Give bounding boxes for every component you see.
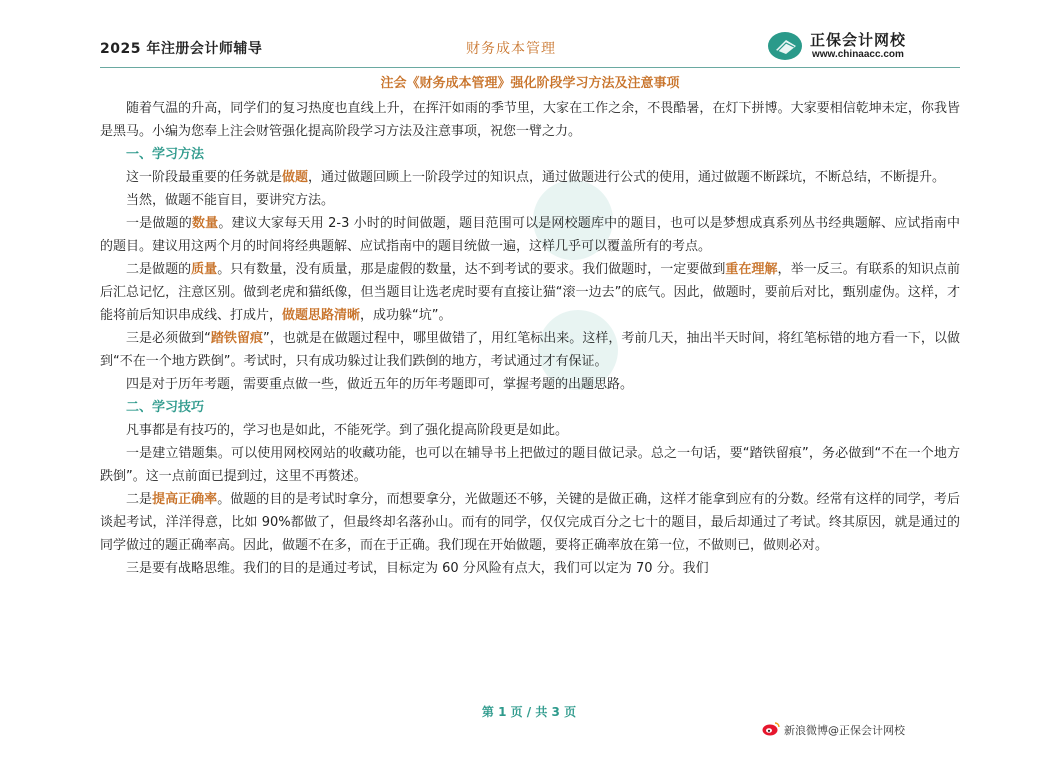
text-run: 。做题的目的是考试时拿分，而想要拿分，光做题还不够，关键的是做正确，这样才能拿到应有的分数。经常有这样的同学，考后谈起考试，洋洋得意，比如 90%都做了，但最终却名落孙山。而有的同学，仅仅完成百分之七十的题目，最后却通过了考试。终其原因，就是通过的同学做过的题正确率高。因此，做题不在多，而在于正确。我们现在开始做题，要将正确率放在第一位，不做则已，做则必对。 [100,492,960,553]
highlight: 数量 [191,216,219,231]
page-header [100,28,960,66]
logo-book-icon [768,32,802,60]
paragraph [100,258,960,327]
weibo-credit [762,720,962,738]
text-run: 二是 [126,492,153,507]
intro-paragraph: 随着气温的升高，同学们的复习热度也直线上升，在挥汗如雨的季节里，大家在工作之余，不畏酷暑，在灯下拼博。大家要相信乾坤未定，你我皆是黑马。小编为您奉上注会财管强化提高阶段学习方法及注意事项，祝您一臂之力。 [100,101,960,139]
logo-url: www.chinaacc.com [812,49,904,60]
paragraph [100,327,960,373]
page-indicator: 第 1 页 / 共 3 页 [481,705,577,719]
header-subject: 财务成本管理 [466,41,556,57]
text-run: ，通过做题回顾上一阶段学过的知识点，通过做题进行公式的使用，通过做题不断踩坑，不断总结，不断提升。 [308,170,946,185]
text-run: 这一阶段最重要的任务就是 [126,170,283,185]
highlight: 做题思路清晰 [282,308,361,323]
paragraph: 凡事都是有技巧的，学习也是如此，不能死学。到了强化提高阶段更是如此。 [126,423,569,438]
logo-name: 正保会计网校 [810,31,907,49]
text-run: 。只有数量，没有质量，那是虚假的数量，达不到考试的要求。我们做题时，一定要做到 [217,262,726,277]
paragraph: 四是对于历年考题，需要重点做一些，做近五年的历年考题即可，掌握考题的出题思路。 [126,377,634,392]
text-run: 。建议大家每天用 2-3 小时的时间做题，题目范围可以是网校题库中的题目，也可以是梦想成真系列丛书经典题解、应试指南中的题目。建议用这两个月的时间将经典题解、应试指南中的题目统做一遍，这样几乎可以覆盖所有的考点。 [100,216,960,254]
text-run: ”，也就是在做题过程中，哪里做错了，用红笔标出来。这样，考前几天，抽出半天时间，将红笔标错的地方看一下，以做到“不在一个地方跌倒”。考试时，只有成功躲过让我们跌倒的地方，考试通过才有保证。 [100,331,960,369]
highlight: 踏铁留痕 [210,331,263,346]
brand-logo [768,28,960,64]
section-heading-techniques: 二、学习技巧 [126,400,205,415]
header-course-title: 2025 年注册会计师辅导 [100,41,263,57]
text-run: ，举一反三。有联系的知识点前后汇总记忆，注意区别。做到老虎和猫纸像，但当题目让选老虎时要有直接让猫“滚一边去”的底气。因此，做题时，要前后对比，甄别虚伪。这样，才能将前后知识串成线、打成片， [100,262,960,323]
highlight: 提高正确率 [152,492,218,507]
article-title: 注会《财务成本管理》强化阶段学习方法及注意事项 [380,76,680,91]
paragraph [100,488,960,557]
highlight: 质量 [191,262,218,277]
paragraph: 当然，做题不能盲目，要讲究方法。 [126,193,335,208]
text-run: ，成功躲“坑”。 [360,308,452,323]
paragraph: 一是建立错题集。可以使用网校网站的收藏功能，也可以在辅导书上把做过的题目做记录。总之一句话，要“踏铁留痕”，务必做到“不在一个地方跌倒”。这一点前面已提到过，这里不再赘述。 [100,446,960,484]
weibo-label: 新浪微博@正保会计网校 [784,724,905,737]
text-run: 三是必须做到“ [126,331,211,346]
section-heading-methods: 一、学习方法 [126,147,205,162]
article-body [100,72,960,580]
text-run: 二是做题的 [126,262,192,277]
header-divider [100,67,960,68]
paragraph [100,166,960,189]
highlight: 做题 [282,170,309,185]
weibo-icon [762,721,780,736]
paragraph [100,212,960,258]
paragraph: 三是要有战略思维。我们的目的是通过考试，目标定为 60 分风险有点大，我们可以定为 70 分。我们 [126,561,709,576]
highlight: 重在理解 [725,262,778,277]
text-run: 一是做题的 [126,216,192,231]
